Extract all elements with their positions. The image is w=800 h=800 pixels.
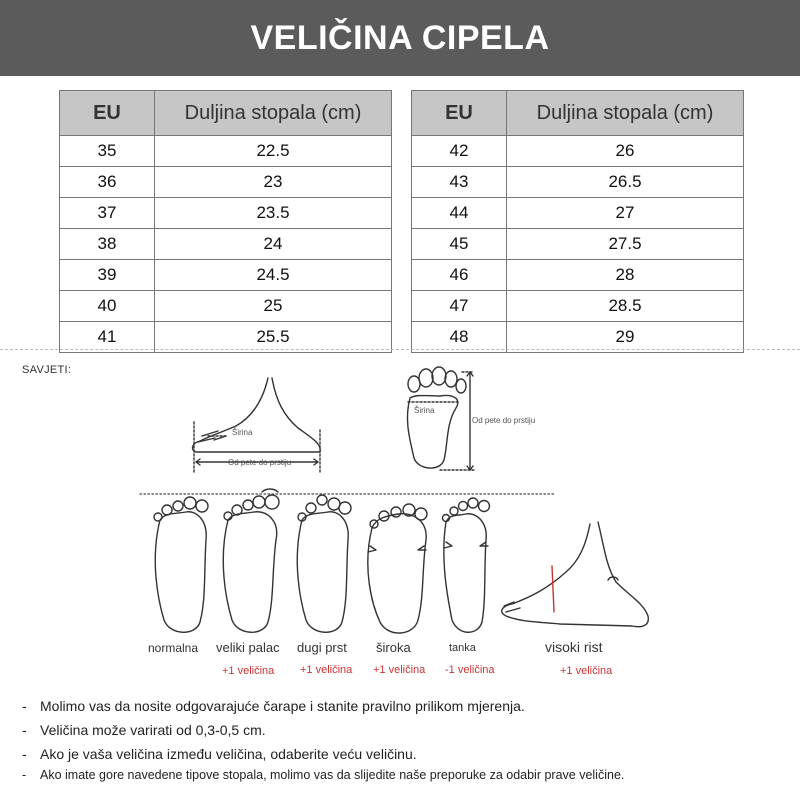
cell-cm: 24 [155, 229, 392, 260]
cell-eu: 44 [412, 198, 507, 229]
width-label-side: Širina [232, 428, 253, 437]
size-adjust-label: +1 veličina [222, 665, 275, 677]
cell-cm: 24.5 [155, 260, 392, 291]
tip-text: Molimo vas da nosite odgovarajuće čarape i stanite pravilno prilikom mjerenja. [40, 698, 525, 714]
cell-eu: 37 [60, 198, 155, 229]
cell-cm: 27 [507, 198, 744, 229]
foot-narrow-icon [443, 498, 490, 632]
tip-text: Ako imate gore navedene tipove stopala, molimo vas da slijedite naše preporuke za odabir prave veličine. [40, 768, 625, 782]
cell-eu: 41 [60, 322, 155, 353]
col-header-length: Duljina stopala (cm) [155, 91, 392, 136]
list-item [22, 766, 624, 784]
cell-cm: 23 [155, 167, 392, 198]
bullet-dash: - [22, 698, 27, 714]
tip-text: Ako je vaša veličina između veličina, odaberite veću veličinu. [40, 746, 417, 762]
cell-cm: 28 [507, 260, 744, 291]
foot-type-label: široka [376, 640, 411, 655]
col-header-eu: EU [412, 91, 507, 136]
page-title: VELIČINA CIPELA [250, 18, 550, 57]
foot-type-label: veliki palac [216, 640, 280, 655]
foot-type-label: normalna [148, 641, 199, 655]
cell-cm: 26.5 [507, 167, 744, 198]
cell-eu: 43 [412, 167, 507, 198]
length-label-side: Od pete do prstiju [228, 458, 292, 467]
foot-type-label: visoki rist [545, 639, 603, 655]
foot-high-instep-icon [502, 522, 649, 627]
width-label-sole: Širina [414, 406, 435, 415]
cell-cm: 26 [507, 136, 744, 167]
cell-cm: 28.5 [507, 291, 744, 322]
cell-eu: 35 [60, 136, 155, 167]
col-header-eu: EU [60, 91, 155, 136]
list-item [22, 742, 624, 766]
foot-type-label: tanka [449, 642, 476, 654]
sole-foot-icon [407, 367, 474, 470]
size-adjust-label: +1 veličina [560, 665, 613, 677]
cell-cm: 23.5 [155, 198, 392, 229]
bullet-dash: - [22, 722, 27, 738]
size-adjust-label: -1 veličina [445, 664, 495, 676]
list-item [22, 694, 624, 718]
cell-cm: 29 [507, 322, 744, 353]
cell-eu: 40 [60, 291, 155, 322]
cell-eu: 39 [60, 260, 155, 291]
bullet-dash: - [22, 768, 27, 782]
tips-list [22, 694, 624, 784]
length-label-sole: Od pete do prstiju [472, 416, 536, 425]
cell-eu: 36 [60, 167, 155, 198]
foot-long-toe-icon [297, 495, 351, 632]
bullet-dash: - [22, 746, 27, 762]
tips-heading: SAVJETI: [22, 364, 72, 376]
cell-eu: 42 [412, 136, 507, 167]
cell-eu: 48 [412, 322, 507, 353]
foot-normal-icon [154, 497, 208, 632]
foot-type-label: dugi prst [297, 640, 347, 655]
cell-eu: 45 [412, 229, 507, 260]
cell-eu: 46 [412, 260, 507, 291]
foot-big-toe-icon [223, 489, 279, 632]
col-header-length: Duljina stopala (cm) [507, 91, 744, 136]
size-adjust-label: +1 veličina [300, 664, 353, 676]
cell-cm: 27.5 [507, 229, 744, 260]
cell-cm: 25 [155, 291, 392, 322]
cell-cm: 22.5 [155, 136, 392, 167]
tip-text: Veličina može varirati od 0,3-0,5 cm. [40, 722, 266, 738]
foot-wide-icon [368, 504, 427, 633]
cell-cm: 25.5 [155, 322, 392, 353]
list-item [22, 718, 624, 742]
size-adjust-label: +1 veličina [373, 664, 426, 676]
cell-eu: 47 [412, 291, 507, 322]
cell-eu: 38 [60, 229, 155, 260]
